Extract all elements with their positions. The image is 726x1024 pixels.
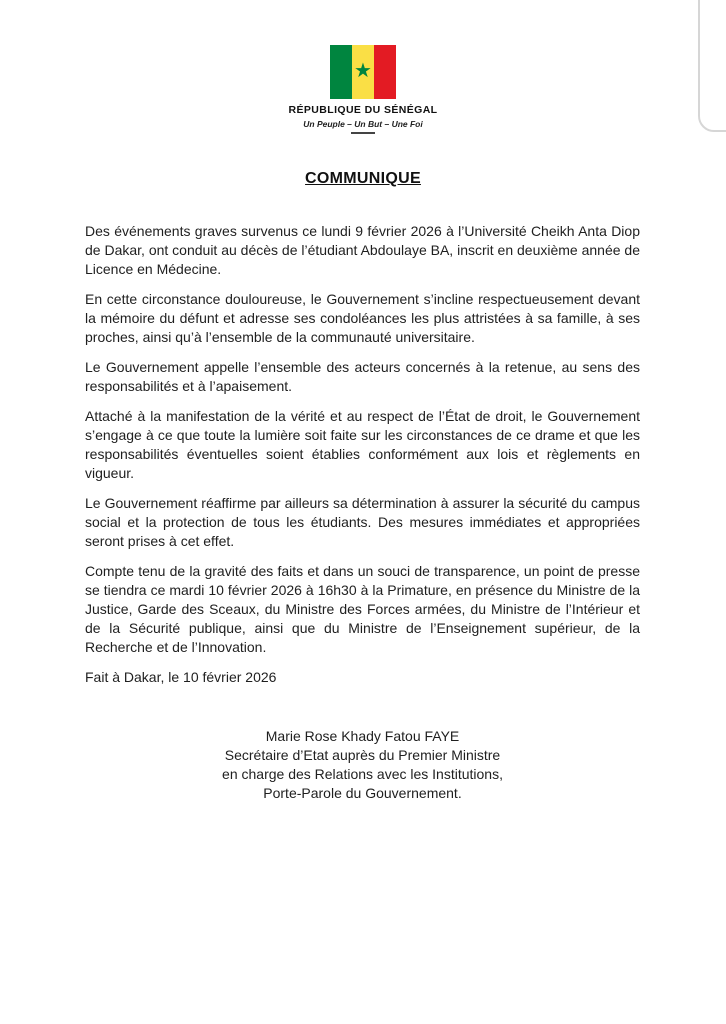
senegal-flag (330, 45, 396, 99)
signatory-title-2: en charge des Relations avec les Institutions, (222, 766, 503, 782)
flag-red-stripe (374, 45, 396, 99)
paragraph-6: Compte tenu de la gravité des faits et dans un souci de transparence, un point de presse se tiendra ce mardi 10 février 2026 à 16h30 à la Primature, en présence du Ministre de la Justice, Garde des Sceaux, du Ministre des Forces armées, du Ministre de l’Intérieur et de la Sécurité publique, ainsi que du Ministre de l’Enseignement supérieur, de la Recherche et de l’Innovation. (85, 563, 640, 655)
signatory-name: Marie Rose Khady Fatou FAYE (265, 728, 460, 744)
motto-divider (351, 132, 375, 134)
flag-yellow-stripe (352, 45, 374, 99)
screen-corner-overlay (698, 0, 726, 132)
signature-block (85, 727, 640, 803)
signatory-title-1: Secrétaire d’Etat auprès du Premier Ministre (224, 747, 501, 763)
national-motto: Un Peuple – Un But – Une Foi (303, 119, 423, 129)
paragraph-2: En cette circonstance douloureuse, le Gouvernement s’incline respectueusement devant la mémoire du défunt et adresse ses condoléances les plus attristées à sa famille, à ses proches, ainsi qu’à l’ensemble de la communauté universitaire. (85, 291, 640, 345)
paragraph-3: Le Gouvernement appelle l’ensemble des acteurs concernés à la retenue, au sens des responsabilités et à l’apaisement. (85, 359, 640, 394)
flag-green-stripe (330, 45, 352, 99)
paragraph-5: Le Gouvernement réaffirme par ailleurs sa détermination à assurer la sécurité du campus social et la protection de tous les étudiants. Des mesures immédiates et appropriées seront prises à cet effet. (85, 495, 640, 549)
flag-star-icon: ★ (354, 60, 372, 83)
signatory-title-3: Porte-Parole du Gouvernement. (263, 785, 462, 801)
paragraph-4: Attaché à la manifestation de la vérité et au respect de l’État de droit, le Gouvernement s’engage à ce que toute la lumière soit faite sur les circonstances de ce drame et que les responsabilités éventuelles soient établies conformément aux lois et règlements en vigueur. (85, 408, 640, 481)
republic-name: RÉPUBLIQUE DU SÉNÉGAL (288, 104, 438, 116)
paragraph-1: Des événements graves survenus ce lundi 9 février 2026 à l’Université Cheikh Anta Diop de Dakar, ont conduit au décès de l’étudiant Abdoulaye BA, inscrit en deuxième année de Licence en Médecine. (85, 223, 640, 277)
dateline: Fait à Dakar, le 10 février 2026 (85, 669, 277, 685)
document-title: COMMUNIQUE (305, 170, 421, 187)
document-body (85, 222, 640, 803)
letterhead (0, 0, 726, 134)
